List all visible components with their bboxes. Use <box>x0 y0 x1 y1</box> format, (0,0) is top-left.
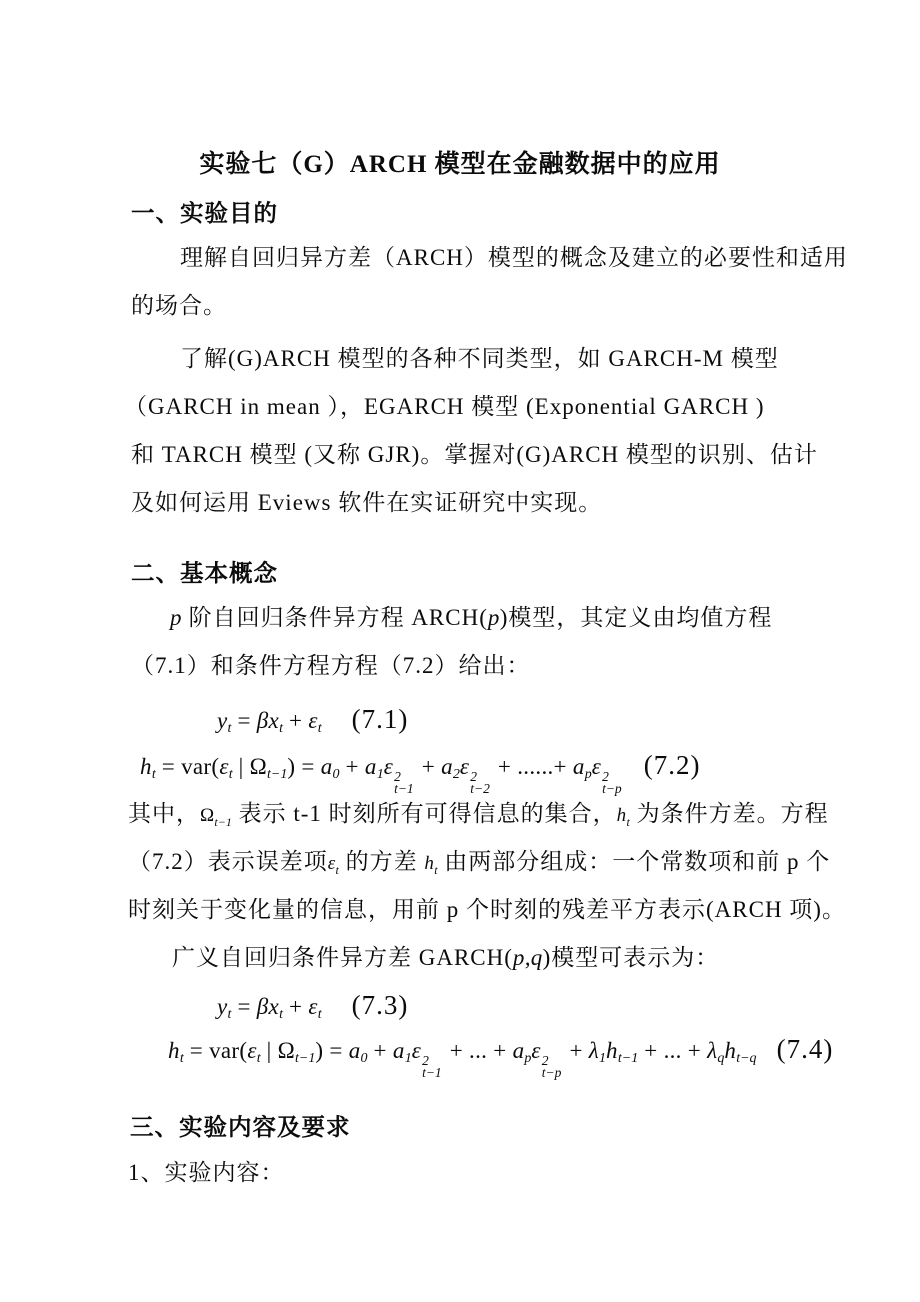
section-1-para-2-line-4: 及如何运用 Eviews 软件在实证研究中实现。 <box>131 490 603 515</box>
section-1-heading: 一、实验目的 <box>131 201 278 227</box>
section-2-para-1-line-1: p 阶自回归条件异方程 ARCH(p)模型，其定义由均值方程 <box>170 605 773 630</box>
section-2-para-2-line-2: （7.2）表示误差项$\varepsilon_t$ 的方差 $h_t$ 由两部分组成：一个常数项和前 p 个 <box>128 849 831 877</box>
section-3-item-1: 1、实验内容： <box>128 1160 285 1185</box>
equation-7-4-body: ht = var(εt | Ωt−1) = a0 + a1ε 2 t−1 + ... + apε 2 t−p + λ1ht−1 + ... + λqht−q <box>168 1038 757 1080</box>
section-2-heading: 二、基本概念 <box>131 561 278 587</box>
section-2-para-3-line-1: 广义自回归条件异方差 GARCH(p,q)模型可表示为： <box>172 945 720 970</box>
section-1-para-2-line-3: 和 TARCH 模型 (又称 GJR)。掌握对(G)ARCH 模型的识别、估计 <box>131 442 818 467</box>
equation-7-4 <box>168 1032 833 1078</box>
equation-7-2-label: (7.2) <box>643 750 701 780</box>
section-2-para-1-line-2: （7.1）和条件方程方程（7.2）给出： <box>131 653 531 678</box>
equation-7-3-body: yt = βxt + εt <box>217 994 322 1022</box>
section-2-para-2-line-1: 其中，$\Omega_{t-1}$ 表示 t-1 时刻所有可得信息的集合，$h_t$ 为条件方差。方程 <box>128 801 829 829</box>
doc-title: 实验七（G）ARCH 模型在金融数据中的应用 <box>199 151 721 178</box>
section-1-para-2-line-1: 了解(G)ARCH 模型的各种不同类型，如 GARCH-M 模型 <box>180 346 779 371</box>
equation-7-2 <box>140 748 700 794</box>
equation-7-1 <box>217 702 408 746</box>
section-1-para-1-line-2: 的场合。 <box>131 293 227 318</box>
equation-7-3-label: (7.3) <box>351 990 409 1020</box>
equation-7-2-body: ht = var(εt | Ωt−1) = a0 + a1ε 2 t−1 + a2ε 2 t−2 + ......+ apε 2 t−p <box>140 754 622 796</box>
section-2-para-2-line-3: 时刻关于变化量的信息，用前 p 个时刻的残差平方表示(ARCH 项)。 <box>128 897 846 922</box>
equation-7-1-body: yt = βxt + εt <box>217 708 322 736</box>
section-1-para-1-line-1: 理解自回归异方差（ARCH）模型的概念及建立的必要性和适用 <box>180 245 848 270</box>
equation-7-3 <box>217 988 408 1032</box>
section-1-para-2-line-2: （GARCH in mean ），EGARCH 模型 (Exponential GARCH ) <box>124 394 765 419</box>
equation-7-4-label: (7.4) <box>776 1034 834 1064</box>
equation-7-1-label: (7.1) <box>351 704 409 734</box>
section-3-heading: 三、实验内容及要求 <box>130 1115 351 1141</box>
